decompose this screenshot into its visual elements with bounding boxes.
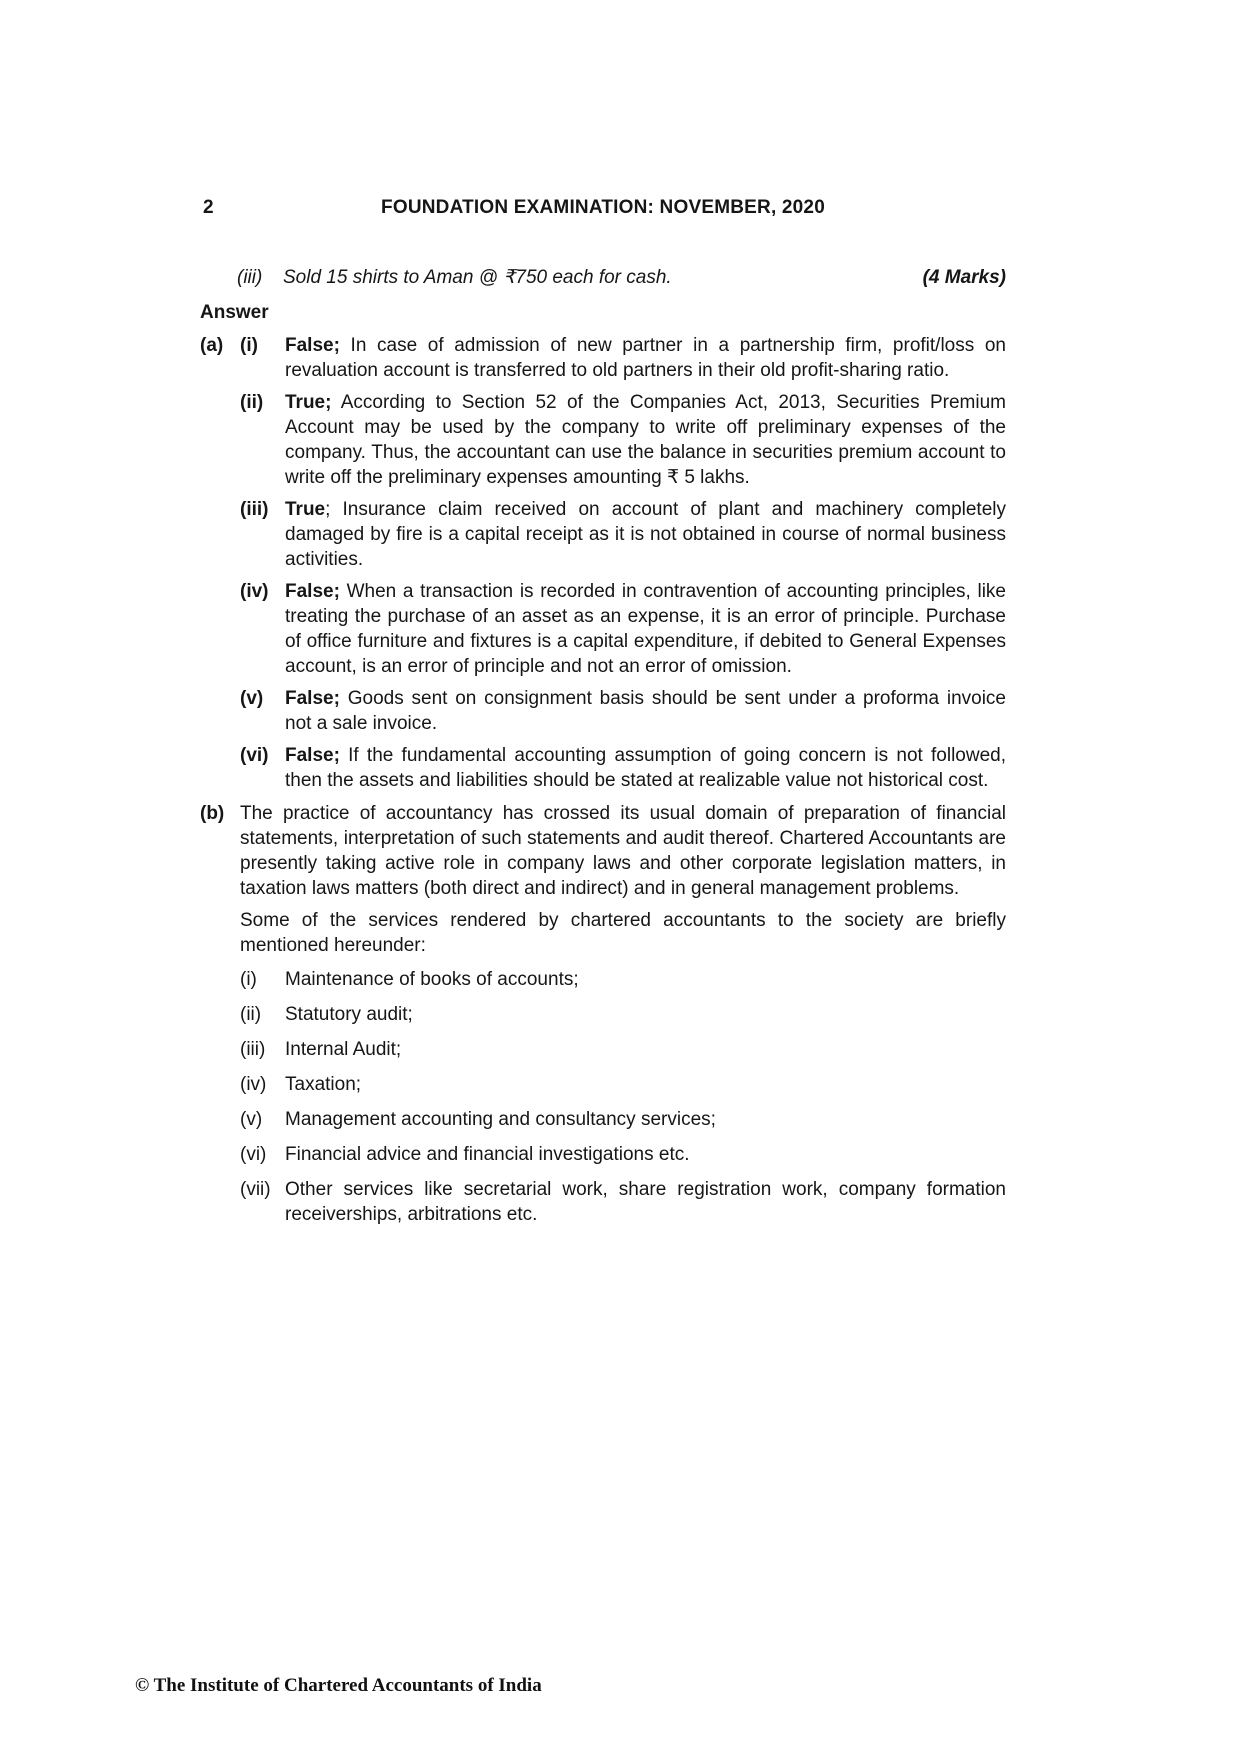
item-label: (iii) bbox=[240, 499, 269, 520]
question-text: Sold 15 shirts to Aman @ ₹750 each for cash. bbox=[283, 267, 672, 288]
page-header bbox=[200, 195, 1006, 220]
service-item-iv bbox=[240, 1072, 1006, 1097]
part-a-body bbox=[240, 333, 1006, 800]
part-b-paragraph: Some of the services rendered by chartered accountants to the society are briefly mentioned hereunder: bbox=[240, 910, 1006, 956]
copyright-footer: © The Institute of Chartered Accountants of India bbox=[135, 1675, 542, 1696]
part-b-label: (b) bbox=[200, 803, 225, 824]
service-label: (iv) bbox=[240, 1074, 267, 1095]
service-text: Other services like secretarial work, share registration work, company formation receiverships, arbitrations etc. bbox=[285, 1179, 1006, 1225]
service-item-iii bbox=[240, 1037, 1006, 1062]
service-item-vi bbox=[240, 1142, 1006, 1167]
item-text bbox=[285, 333, 1006, 383]
part-b-paragraph: The practice of accountancy has crossed its usual domain of preparation of financial statements, interpretation of such statements and audit thereof. Chartered Accountants are presently taking active role in company laws and other corporate legislation matters, in taxation laws matters (both direct and indirect) and in general management problems. bbox=[240, 803, 1006, 899]
service-text: Maintenance of books of accounts; bbox=[285, 969, 579, 990]
item-verdict: False; bbox=[285, 335, 340, 356]
page-content bbox=[200, 195, 1006, 1237]
answer-part-b bbox=[200, 801, 1006, 1237]
item-label: (v) bbox=[240, 688, 264, 709]
item-text bbox=[285, 686, 1006, 736]
page-number: 2 bbox=[203, 197, 214, 218]
answer-item-v bbox=[240, 686, 1006, 736]
service-item-i bbox=[240, 967, 1006, 992]
part-b-body bbox=[240, 801, 1006, 1237]
question-body bbox=[283, 265, 1006, 290]
question-label: (iii) bbox=[237, 267, 263, 288]
item-text bbox=[285, 743, 1006, 793]
answer-item-i bbox=[240, 333, 1006, 383]
answer-item-vi bbox=[240, 743, 1006, 793]
service-label: (iii) bbox=[240, 1039, 266, 1060]
service-item-v bbox=[240, 1107, 1006, 1132]
item-text bbox=[285, 579, 1006, 679]
item-text bbox=[285, 497, 1006, 572]
item-label: (vi) bbox=[240, 745, 269, 766]
service-item-vii bbox=[240, 1177, 1006, 1227]
service-label: (ii) bbox=[240, 1004, 262, 1025]
item-label: (ii) bbox=[240, 392, 264, 413]
answer-item-iv bbox=[240, 579, 1006, 679]
item-explanation: ; Insurance claim received on account of plant and machinery completely damaged by fire is a capital receipt as it is not obtained in course of normal business activities. bbox=[285, 499, 1006, 570]
item-explanation: When a transaction is recorded in contravention of accounting principles, like treating the purchase of an asset as an expense, it is an error of principle. Purchase of office furniture and fixtures is a capital expenditure, if debited to General Expenses account, is an error of principle and not an error of omission. bbox=[285, 581, 1006, 677]
item-label: (iv) bbox=[240, 581, 269, 602]
page-title: FOUNDATION EXAMINATION: NOVEMBER, 2020 bbox=[381, 197, 825, 218]
question-marks: (4 Marks) bbox=[922, 267, 1006, 288]
service-text: Financial advice and financial investigations etc. bbox=[285, 1144, 690, 1165]
service-label: (vi) bbox=[240, 1144, 267, 1165]
service-text: Taxation; bbox=[285, 1074, 362, 1095]
item-explanation: According to Section 52 of the Companies Act, 2013, Securities Premium Account may be used by the company to write off preliminary expenses of the company. Thus, the accountant can use the balance in securities premium account to write off the preliminary expenses amounting ₹ 5 lakhs. bbox=[285, 392, 1006, 488]
service-item-ii bbox=[240, 1002, 1006, 1027]
answer-item-ii bbox=[240, 390, 1006, 490]
item-text bbox=[285, 390, 1006, 490]
item-explanation: In case of admission of new partner in a partnership firm, profit/loss on revaluation account is transferred to old partners in their old profit-sharing ratio. bbox=[285, 335, 1006, 381]
service-text: Management accounting and consultancy services; bbox=[285, 1109, 716, 1130]
service-label: (i) bbox=[240, 969, 257, 990]
service-text: Internal Audit; bbox=[285, 1039, 402, 1060]
service-label: (v) bbox=[240, 1109, 263, 1130]
answer-part-a bbox=[200, 333, 1006, 800]
question-line bbox=[200, 265, 1006, 290]
item-verdict: False; bbox=[285, 745, 340, 766]
service-text: Statutory audit; bbox=[285, 1004, 413, 1025]
service-label: (vii) bbox=[240, 1179, 271, 1200]
item-label: (i) bbox=[240, 335, 258, 356]
part-a-label: (a) bbox=[200, 335, 224, 356]
item-verdict: True; bbox=[285, 392, 332, 413]
answer-item-iii bbox=[240, 497, 1006, 572]
item-explanation: If the fundamental accounting assumption of going concern is not followed, then the assets and liabilities should be stated at realizable value not historical cost. bbox=[285, 745, 1006, 791]
item-verdict: False; bbox=[285, 688, 340, 709]
item-verdict: False; bbox=[285, 581, 340, 602]
item-explanation: Goods sent on consignment basis should be sent under a proforma invoice not a sale invoice. bbox=[285, 688, 1006, 734]
item-verdict: True bbox=[285, 499, 326, 520]
answer-heading: Answer bbox=[200, 302, 269, 323]
